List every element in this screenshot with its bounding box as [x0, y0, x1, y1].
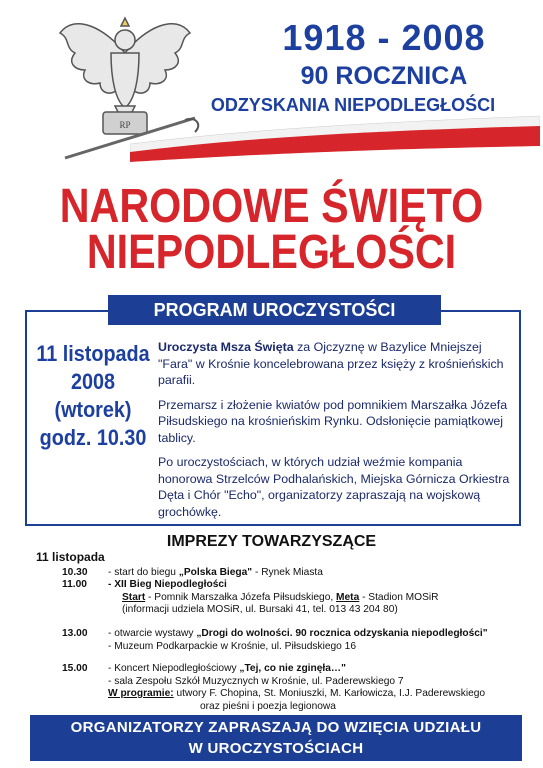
program-text [158, 339, 518, 528]
event-item: - start do biegu „Polska Biega" - Rynek Miasta [108, 567, 323, 578]
date-year: 2008 [70, 369, 116, 394]
program-after: Po uroczystościach, w których udział weźmie kompania honorowa Strzelców Podhalańskich, Miejska Górnicza Orkiestra Dęta i Chór "Echo", organizatorzy zapraszają na wojskową grochówkę. [158, 455, 510, 519]
event-time: 10.30 [62, 567, 88, 578]
main-title-line1: NARODOWE ŚWIĘTO [59, 180, 484, 233]
main-title-line2: NIEPODLEGŁOŚCI [86, 226, 457, 279]
years-heading: 1918 - 2008 [282, 17, 486, 58]
event-item: - XII Bieg Niepodległości Start - Pomnik Marszałka Józefa Piłsudskiego, Meta - Stadion MOSiR (informacji udziela MOSiR, ul. Bursaki 41, tel. 013 43 204 80) [108, 579, 439, 615]
date-day: 11 listopada [36, 341, 150, 366]
footer-banner: ORGANIZATORZY ZAPRASZAJĄ DO WZIĘCIA UDZIAŁU W UROCZYSTOŚCIACH [30, 715, 522, 761]
date-time: godz. 10.30 [39, 425, 147, 450]
event-time: 15.00 [62, 663, 88, 674]
program-date [35, 340, 152, 452]
program-march: Przemarsz i złożenie kwiatów pod pomnikiem Marszałka Józefa Piłsudskiego na krośnieńskim Rynku. Odsłonięcie pamiątkowej tablicy. [158, 397, 508, 445]
program-banner: PROGRAM UROCZYSTOŚCI [108, 295, 441, 325]
anniversary-heading: 90 ROCZNICA [300, 62, 468, 90]
event-time: 13.00 [62, 628, 88, 639]
polish-flag-icon [130, 112, 540, 162]
program-mass: Uroczysta Msza Święta za Ojczyznę w Bazylice Mniejszej "Fara" w Krośnie koncelebrowana przez księży z krośnieńskich parafii. [158, 340, 504, 387]
independence-heading: ODZYSKANIA NIEPODLEGŁOŚCI [210, 95, 496, 115]
svg-text:RP: RP [119, 120, 131, 130]
event-time: 11.00 [62, 579, 87, 590]
event-item: - Koncert Niepodległościowy „Tej, co nie zginęła…" - sala Zespołu Szkół Muzycznych w Krośnie, ul. Paderewskiego 7 W programie: utwory F. Chopina, St. Moniuszki, M. Karłowicza, I.J. Paderewskiego oraz pieśni i poezja legionowa [108, 663, 486, 712]
event-item: - otwarcie wystawy „Drogi do wolności. 90 rocznica odzyskania niepodległości" - Muzeum Podkarpackie w Krośnie, ul. Piłsudskiego 16 [108, 628, 488, 652]
events-date: 11 listopada [36, 550, 105, 564]
date-weekday: (wtorek) [54, 397, 132, 422]
events-title: IMPREZY TOWARZYSZĄCE [166, 533, 377, 550]
